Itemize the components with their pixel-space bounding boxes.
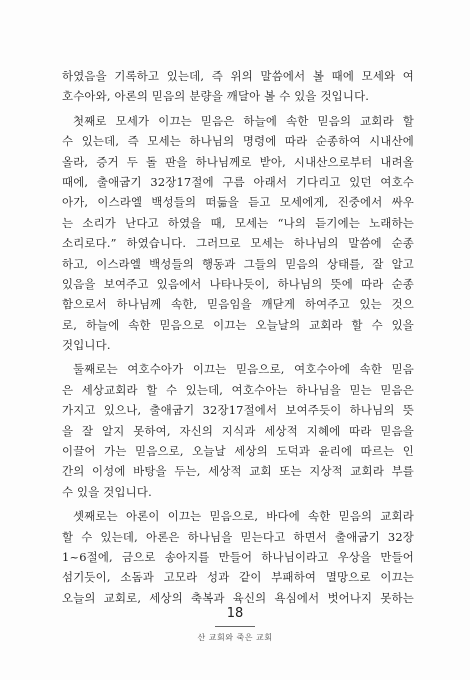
text-line: 간의 이성에 바탕을 두는, 세상적 교회 또는 지상적 교회라 부를 xyxy=(62,464,414,479)
text-line: 호수아와, 아론의 믿음의 분량을 깨달아 볼 수 있을 것입니다. xyxy=(62,89,370,104)
text-line: 것입니다. xyxy=(62,338,111,353)
text-line: 로, 하늘에 속한 믿음으로 이끄는 오늘날의 교회라 할 수 있을 xyxy=(62,317,414,332)
text-line: 올라, 증거 두 돌 판을 하나님께로 받아, 시내산으로부터 내려올 xyxy=(62,154,414,169)
text-line: 수 있는데, 즉 모세는 하나님의 명령에 따라 순종하여 시내산에 xyxy=(62,134,414,149)
text-line: 소리로다.” 하였습니다. 그러므로 모세는 하나님의 말씀에 순종 xyxy=(62,236,414,251)
text-line: 첫째로 모세가 이끄는 믿음은 하늘에 속한 믿음의 교회라 할 xyxy=(73,113,414,128)
text-line: 을 잘 알지 못하여, 자신의 지식과 세상적 지혜에 따라 믿음을 xyxy=(62,423,414,438)
text-line: 은 세상교회라 할 수 있는데, 여호수아는 하나님을 믿는 믿음은 xyxy=(62,382,414,397)
text-line: 1~6절에, 금으로 송아지를 만들어 하나님이라고 우상을 만들어 xyxy=(62,549,414,564)
text-line: 수 있을 것입니다. xyxy=(62,484,152,499)
text-line: 하고, 이스라엘 백성들의 행동과 그들의 믿음의 상태를, 잘 알고 xyxy=(62,256,414,271)
text-line: 섬기듯이, 소돔과 고모라 성과 같이 부패하여 멸망으로 이끄는 xyxy=(62,570,414,585)
text-line: 가지고 있으나, 출애굽기 32장17절에서 보여주듯이 하나님의 뜻 xyxy=(62,403,414,418)
running-title: 산 교회와 죽은 교회 xyxy=(197,633,273,642)
text-line: 아가, 이스라엘 백성들의 떠듦을 듣고 모세에게, 진중에서 싸우 xyxy=(62,195,414,210)
text-line: 는 소리가 난다고 하였을 때, 모세는 “나의 듣기에는 노래하는 xyxy=(62,215,414,230)
text-line: 둘째로는 여호수아가 이끄는 믿음으로, 여호수아에 속한 믿음 xyxy=(73,362,414,377)
text-line: 할 수 있는데, 아론은 하나님을 믿는다고 하면서 출애굽기 32장 xyxy=(62,529,414,544)
text-line: 셋째로는 아론이 이끄는 믿음으로, 바다에 속한 믿음의 교회라 xyxy=(73,509,414,524)
text-line: 있음을 보여주고 있음에서 나타나듯이, 하나님의 뜻에 따라 순종 xyxy=(62,276,414,291)
text-line: 이끌어 가는 믿음으로, 오늘날 세상의 도덕과 윤리에 따르는 인 xyxy=(62,444,414,459)
paragraph xyxy=(62,111,414,356)
page-footer xyxy=(0,606,470,643)
page-number: 18 xyxy=(226,606,244,621)
document-body xyxy=(62,66,414,608)
paragraph xyxy=(62,359,414,502)
paragraph xyxy=(62,66,414,107)
text-line: 오늘의 교회로, 세상의 축복과 육신의 욕심에서 벗어나지 못하는 xyxy=(62,590,414,605)
text-line: 때에, 출애굽기 32장17절에 구름 아래서 기다리고 있던 여호수 xyxy=(62,174,414,189)
footer-divider xyxy=(215,626,255,627)
text-line: 하였음을 기록하고 있는데, 즉 위의 말씀에서 볼 때에 모세와 여 xyxy=(62,69,414,83)
paragraph xyxy=(62,506,414,608)
text-line: 함으로서 하나님께 속한, 믿음임을 깨닫게 하여주고 있는 것으 xyxy=(62,297,414,312)
